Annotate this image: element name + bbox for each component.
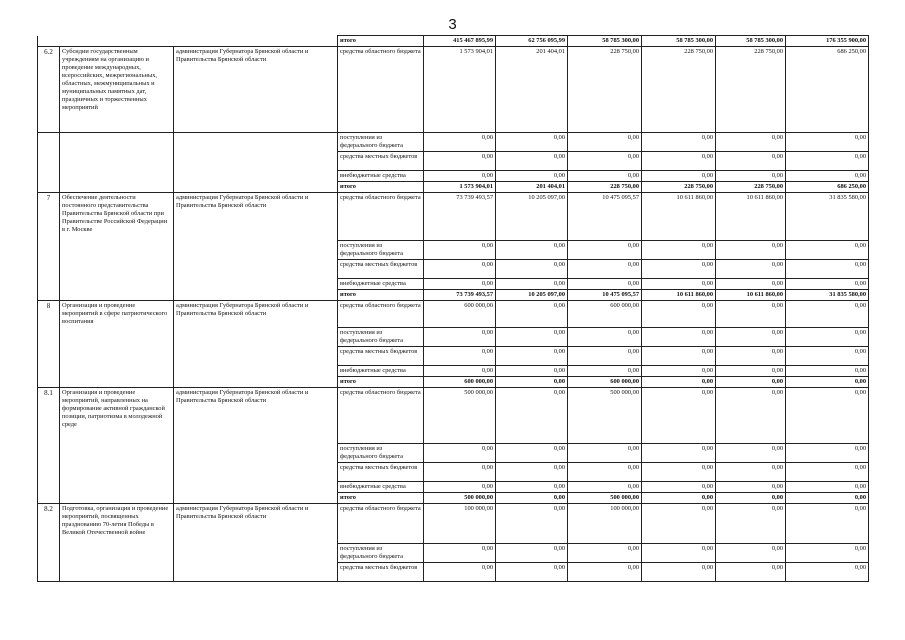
source-cell: поступления из федерального бюджета [338, 133, 424, 152]
amount-cell: 0,00 [716, 377, 786, 388]
source-cell: средства местных бюджетов [338, 463, 424, 482]
amount-cell: 0,00 [786, 504, 869, 544]
source-cell: средства областного бюджета [338, 301, 424, 328]
amount-cell: 228 750,00 [568, 182, 642, 193]
amount-cell: 0,00 [424, 152, 496, 171]
amount-cell: 10 475 095,57 [568, 290, 642, 301]
amount-cell: 0,00 [786, 482, 869, 493]
amount-cell: 686 250,00 [786, 182, 869, 193]
amount-cell: 0,00 [424, 171, 496, 182]
row-number: 8.1 [38, 388, 60, 504]
amount-cell: 0,00 [496, 366, 568, 377]
table-row [38, 47, 869, 133]
source-cell: средства областного бюджета [338, 47, 424, 133]
amount-cell: 0,00 [642, 366, 716, 377]
amount-cell: 500 000,00 [568, 493, 642, 504]
amount-cell: 0,00 [716, 133, 786, 152]
amount-cell: 500 000,00 [424, 493, 496, 504]
source-cell: поступления из федерального бюджета [338, 444, 424, 463]
measure-name: Подготовка, организация и проведение мероприятий, посвященных празднованию 70-летия Победы в Великой Отечественной войне [60, 504, 174, 582]
amount-cell: 600 000,00 [568, 377, 642, 388]
amount-cell: 0,00 [716, 347, 786, 366]
amount-cell: 500 000,00 [424, 388, 496, 444]
amount-cell: 0,00 [568, 328, 642, 347]
row-number: 8 [38, 301, 60, 388]
amount-cell: 0,00 [568, 241, 642, 260]
amount-cell: 0,00 [716, 388, 786, 444]
amount-cell: 0,00 [716, 504, 786, 544]
amount-cell: 0,00 [496, 444, 568, 463]
amount-cell: 0,00 [496, 544, 568, 563]
amount-cell: 0,00 [496, 482, 568, 493]
row-number: 6.2 [38, 47, 60, 133]
source-cell: внебюджетные средства [338, 482, 424, 493]
amount-cell: 0,00 [642, 544, 716, 563]
amount-cell: 58 785 300,00 [642, 36, 716, 47]
amount-cell: 0,00 [642, 493, 716, 504]
amount-cell: 100 000,00 [568, 504, 642, 544]
amount-cell: 686 250,00 [786, 47, 869, 133]
amount-cell: 0,00 [424, 482, 496, 493]
amount-cell: 0,00 [716, 482, 786, 493]
amount-cell: 73 739 493,57 [424, 193, 496, 241]
amount-cell: 600 000,00 [424, 377, 496, 388]
amount-cell: 0,00 [568, 152, 642, 171]
amount-cell: 0,00 [786, 301, 869, 328]
amount-cell: 62 756 095,99 [496, 36, 568, 47]
amount-cell: 0,00 [496, 241, 568, 260]
amount-cell: 0,00 [786, 444, 869, 463]
amount-cell: 0,00 [716, 152, 786, 171]
amount-cell: 0,00 [642, 328, 716, 347]
amount-cell: 0,00 [568, 444, 642, 463]
amount-cell: 58 785 300,00 [716, 36, 786, 47]
amount-cell: 0,00 [642, 563, 716, 582]
amount-cell: 228 750,00 [716, 182, 786, 193]
amount-cell: 0,00 [424, 279, 496, 290]
amount-cell: 0,00 [642, 482, 716, 493]
amount-cell: 0,00 [786, 563, 869, 582]
executor-name: администрация Губернатора Брянской области и Правительства Брянской области [174, 388, 338, 504]
amount-cell: 0,00 [424, 133, 496, 152]
executor-name: администрация Губернатора Брянской области и Правительства Брянской области [174, 504, 338, 582]
amount-cell: 0,00 [716, 260, 786, 279]
amount-cell: 0,00 [786, 377, 869, 388]
amount-cell: 0,00 [786, 241, 869, 260]
amount-cell: 228 750,00 [642, 47, 716, 133]
source-cell: средства местных бюджетов [338, 347, 424, 366]
amount-cell: 176 355 900,00 [786, 36, 869, 47]
amount-cell: 0,00 [496, 493, 568, 504]
table-row [38, 388, 869, 444]
amount-cell: 0,00 [642, 171, 716, 182]
amount-cell: 201 404,01 [496, 182, 568, 193]
measure-name: Субсидии государственным учреждениям на организацию и проведение международных, всероссийских, межрегиональных, областных, межмуниципальных и муниципальных памятных дат, праздничных и торжественных мероприятий [60, 47, 174, 133]
amount-cell: 0,00 [496, 171, 568, 182]
source-cell: средства местных бюджетов [338, 260, 424, 279]
source-cell: поступления из федерального бюджета [338, 328, 424, 347]
amount-cell: 0,00 [496, 133, 568, 152]
amount-cell: 415 467 895,99 [424, 36, 496, 47]
amount-cell: 0,00 [496, 260, 568, 279]
amount-cell: 31 835 580,00 [786, 193, 869, 241]
source-cell: средства местных бюджетов [338, 152, 424, 171]
amount-cell: 0,00 [642, 444, 716, 463]
source-cell: внебюджетные средства [338, 366, 424, 377]
amount-cell: 0,00 [568, 463, 642, 482]
amount-cell: 0,00 [786, 279, 869, 290]
amount-cell: 0,00 [786, 152, 869, 171]
page-number: 3 [448, 16, 457, 33]
executor-name: администрация Губернатора Брянской области и Правительства Брянской области [174, 193, 338, 301]
amount-cell: 0,00 [786, 463, 869, 482]
amount-cell: 10 475 095,57 [568, 193, 642, 241]
empty-cell [60, 133, 174, 193]
amount-cell: 0,00 [642, 133, 716, 152]
table-row [38, 133, 869, 152]
amount-cell: 0,00 [642, 279, 716, 290]
amount-cell: 0,00 [424, 366, 496, 377]
amount-cell: 58 785 300,00 [568, 36, 642, 47]
amount-cell: 0,00 [424, 463, 496, 482]
amount-cell: 0,00 [496, 328, 568, 347]
amount-cell: 10 611 860,00 [642, 193, 716, 241]
budget-table [37, 35, 869, 582]
amount-cell: 31 835 580,00 [786, 290, 869, 301]
row-number: 7 [38, 193, 60, 301]
table-row [38, 36, 869, 47]
amount-cell: 0,00 [642, 152, 716, 171]
source-cell: поступления из федерального бюджета [338, 241, 424, 260]
table-row [38, 504, 869, 544]
source-cell: итого [338, 377, 424, 388]
measure-name: Организация и проведение мероприятий в сфере патриотического воспитания [60, 301, 174, 388]
amount-cell: 0,00 [786, 366, 869, 377]
amount-cell: 0,00 [716, 171, 786, 182]
amount-cell: 0,00 [424, 563, 496, 582]
amount-cell: 600 000,00 [568, 301, 642, 328]
amount-cell: 0,00 [424, 328, 496, 347]
amount-cell: 0,00 [568, 133, 642, 152]
amount-cell: 0,00 [568, 482, 642, 493]
amount-cell: 10 611 860,00 [716, 290, 786, 301]
amount-cell: 0,00 [786, 347, 869, 366]
table-body [38, 36, 869, 582]
amount-cell: 0,00 [424, 241, 496, 260]
amount-cell: 0,00 [642, 463, 716, 482]
amount-cell: 0,00 [716, 301, 786, 328]
amount-cell: 0,00 [568, 260, 642, 279]
amount-cell: 73 739 493,57 [424, 290, 496, 301]
amount-cell: 0,00 [568, 279, 642, 290]
amount-cell: 0,00 [642, 241, 716, 260]
amount-cell: 0,00 [568, 544, 642, 563]
amount-cell: 0,00 [642, 347, 716, 366]
amount-cell: 0,00 [786, 544, 869, 563]
empty-cell [174, 133, 338, 193]
amount-cell: 0,00 [642, 388, 716, 444]
table-row [38, 301, 869, 328]
empty-cell [38, 133, 60, 193]
amount-cell: 0,00 [496, 347, 568, 366]
source-cell: итого [338, 493, 424, 504]
amount-cell: 0,00 [496, 463, 568, 482]
amount-cell: 0,00 [496, 279, 568, 290]
amount-cell: 228 750,00 [642, 182, 716, 193]
amount-cell: 0,00 [642, 260, 716, 279]
source-cell: поступления из федерального бюджета [338, 544, 424, 563]
amount-cell: 10 611 860,00 [716, 193, 786, 241]
amount-cell: 10 205 097,00 [496, 290, 568, 301]
amount-cell: 228 750,00 [568, 47, 642, 133]
amount-cell: 0,00 [642, 301, 716, 328]
amount-cell: 0,00 [424, 444, 496, 463]
amount-cell: 0,00 [424, 260, 496, 279]
amount-cell: 0,00 [642, 504, 716, 544]
amount-cell: 0,00 [716, 444, 786, 463]
amount-cell: 1 573 904,01 [424, 182, 496, 193]
amount-cell: 0,00 [786, 133, 869, 152]
amount-cell: 0,00 [716, 241, 786, 260]
amount-cell: 0,00 [496, 152, 568, 171]
source-cell: средства местных бюджетов [338, 563, 424, 582]
amount-cell: 0,00 [496, 504, 568, 544]
amount-cell: 1 573 904,01 [424, 47, 496, 133]
amount-cell: 0,00 [496, 377, 568, 388]
source-cell: внебюджетные средства [338, 171, 424, 182]
executor-name: администрация Губернатора Брянской области и Правительства Брянской области [174, 47, 338, 133]
amount-cell: 10 205 097,00 [496, 193, 568, 241]
source-cell: итого [338, 36, 424, 47]
amount-cell: 10 611 860,00 [642, 290, 716, 301]
amount-cell: 100 000,00 [424, 504, 496, 544]
source-cell: средства областного бюджета [338, 193, 424, 241]
source-cell: итого [338, 290, 424, 301]
amount-cell: 0,00 [786, 260, 869, 279]
amount-cell: 0,00 [716, 563, 786, 582]
source-cell: средства областного бюджета [338, 388, 424, 444]
amount-cell: 0,00 [786, 493, 869, 504]
table-row [38, 193, 869, 241]
amount-cell: 0,00 [424, 544, 496, 563]
empty-cell [38, 36, 338, 47]
amount-cell: 0,00 [424, 347, 496, 366]
amount-cell: 0,00 [496, 563, 568, 582]
amount-cell: 0,00 [642, 377, 716, 388]
row-number: 8.2 [38, 504, 60, 582]
measure-name: Обеспечение деятельности постоянного представительства Правительства Брянской области при Правительстве Российской Федерации в г. Москве [60, 193, 174, 301]
amount-cell: 201 404,01 [496, 47, 568, 133]
amount-cell: 500 000,00 [568, 388, 642, 444]
measure-name: Организация и проведение мероприятий, направленных на формирование активной гражданской позиции, патриотизма в молодежной среде [60, 388, 174, 504]
source-cell: внебюджетные средства [338, 279, 424, 290]
amount-cell: 228 750,00 [716, 47, 786, 133]
amount-cell: 0,00 [568, 347, 642, 366]
amount-cell: 0,00 [786, 328, 869, 347]
executor-name: администрация Губернатора Брянской области и Правительства Брянской области [174, 301, 338, 388]
amount-cell: 0,00 [716, 366, 786, 377]
amount-cell: 0,00 [716, 493, 786, 504]
amount-cell: 0,00 [496, 301, 568, 328]
amount-cell: 0,00 [568, 563, 642, 582]
amount-cell: 600 000,00 [424, 301, 496, 328]
amount-cell: 0,00 [786, 171, 869, 182]
source-cell: итого [338, 182, 424, 193]
amount-cell: 0,00 [786, 388, 869, 444]
amount-cell: 0,00 [716, 544, 786, 563]
amount-cell: 0,00 [716, 279, 786, 290]
amount-cell: 0,00 [716, 463, 786, 482]
source-cell: средства областного бюджета [338, 504, 424, 544]
amount-cell: 0,00 [716, 328, 786, 347]
amount-cell: 0,00 [496, 388, 568, 444]
amount-cell: 0,00 [568, 366, 642, 377]
amount-cell: 0,00 [568, 171, 642, 182]
